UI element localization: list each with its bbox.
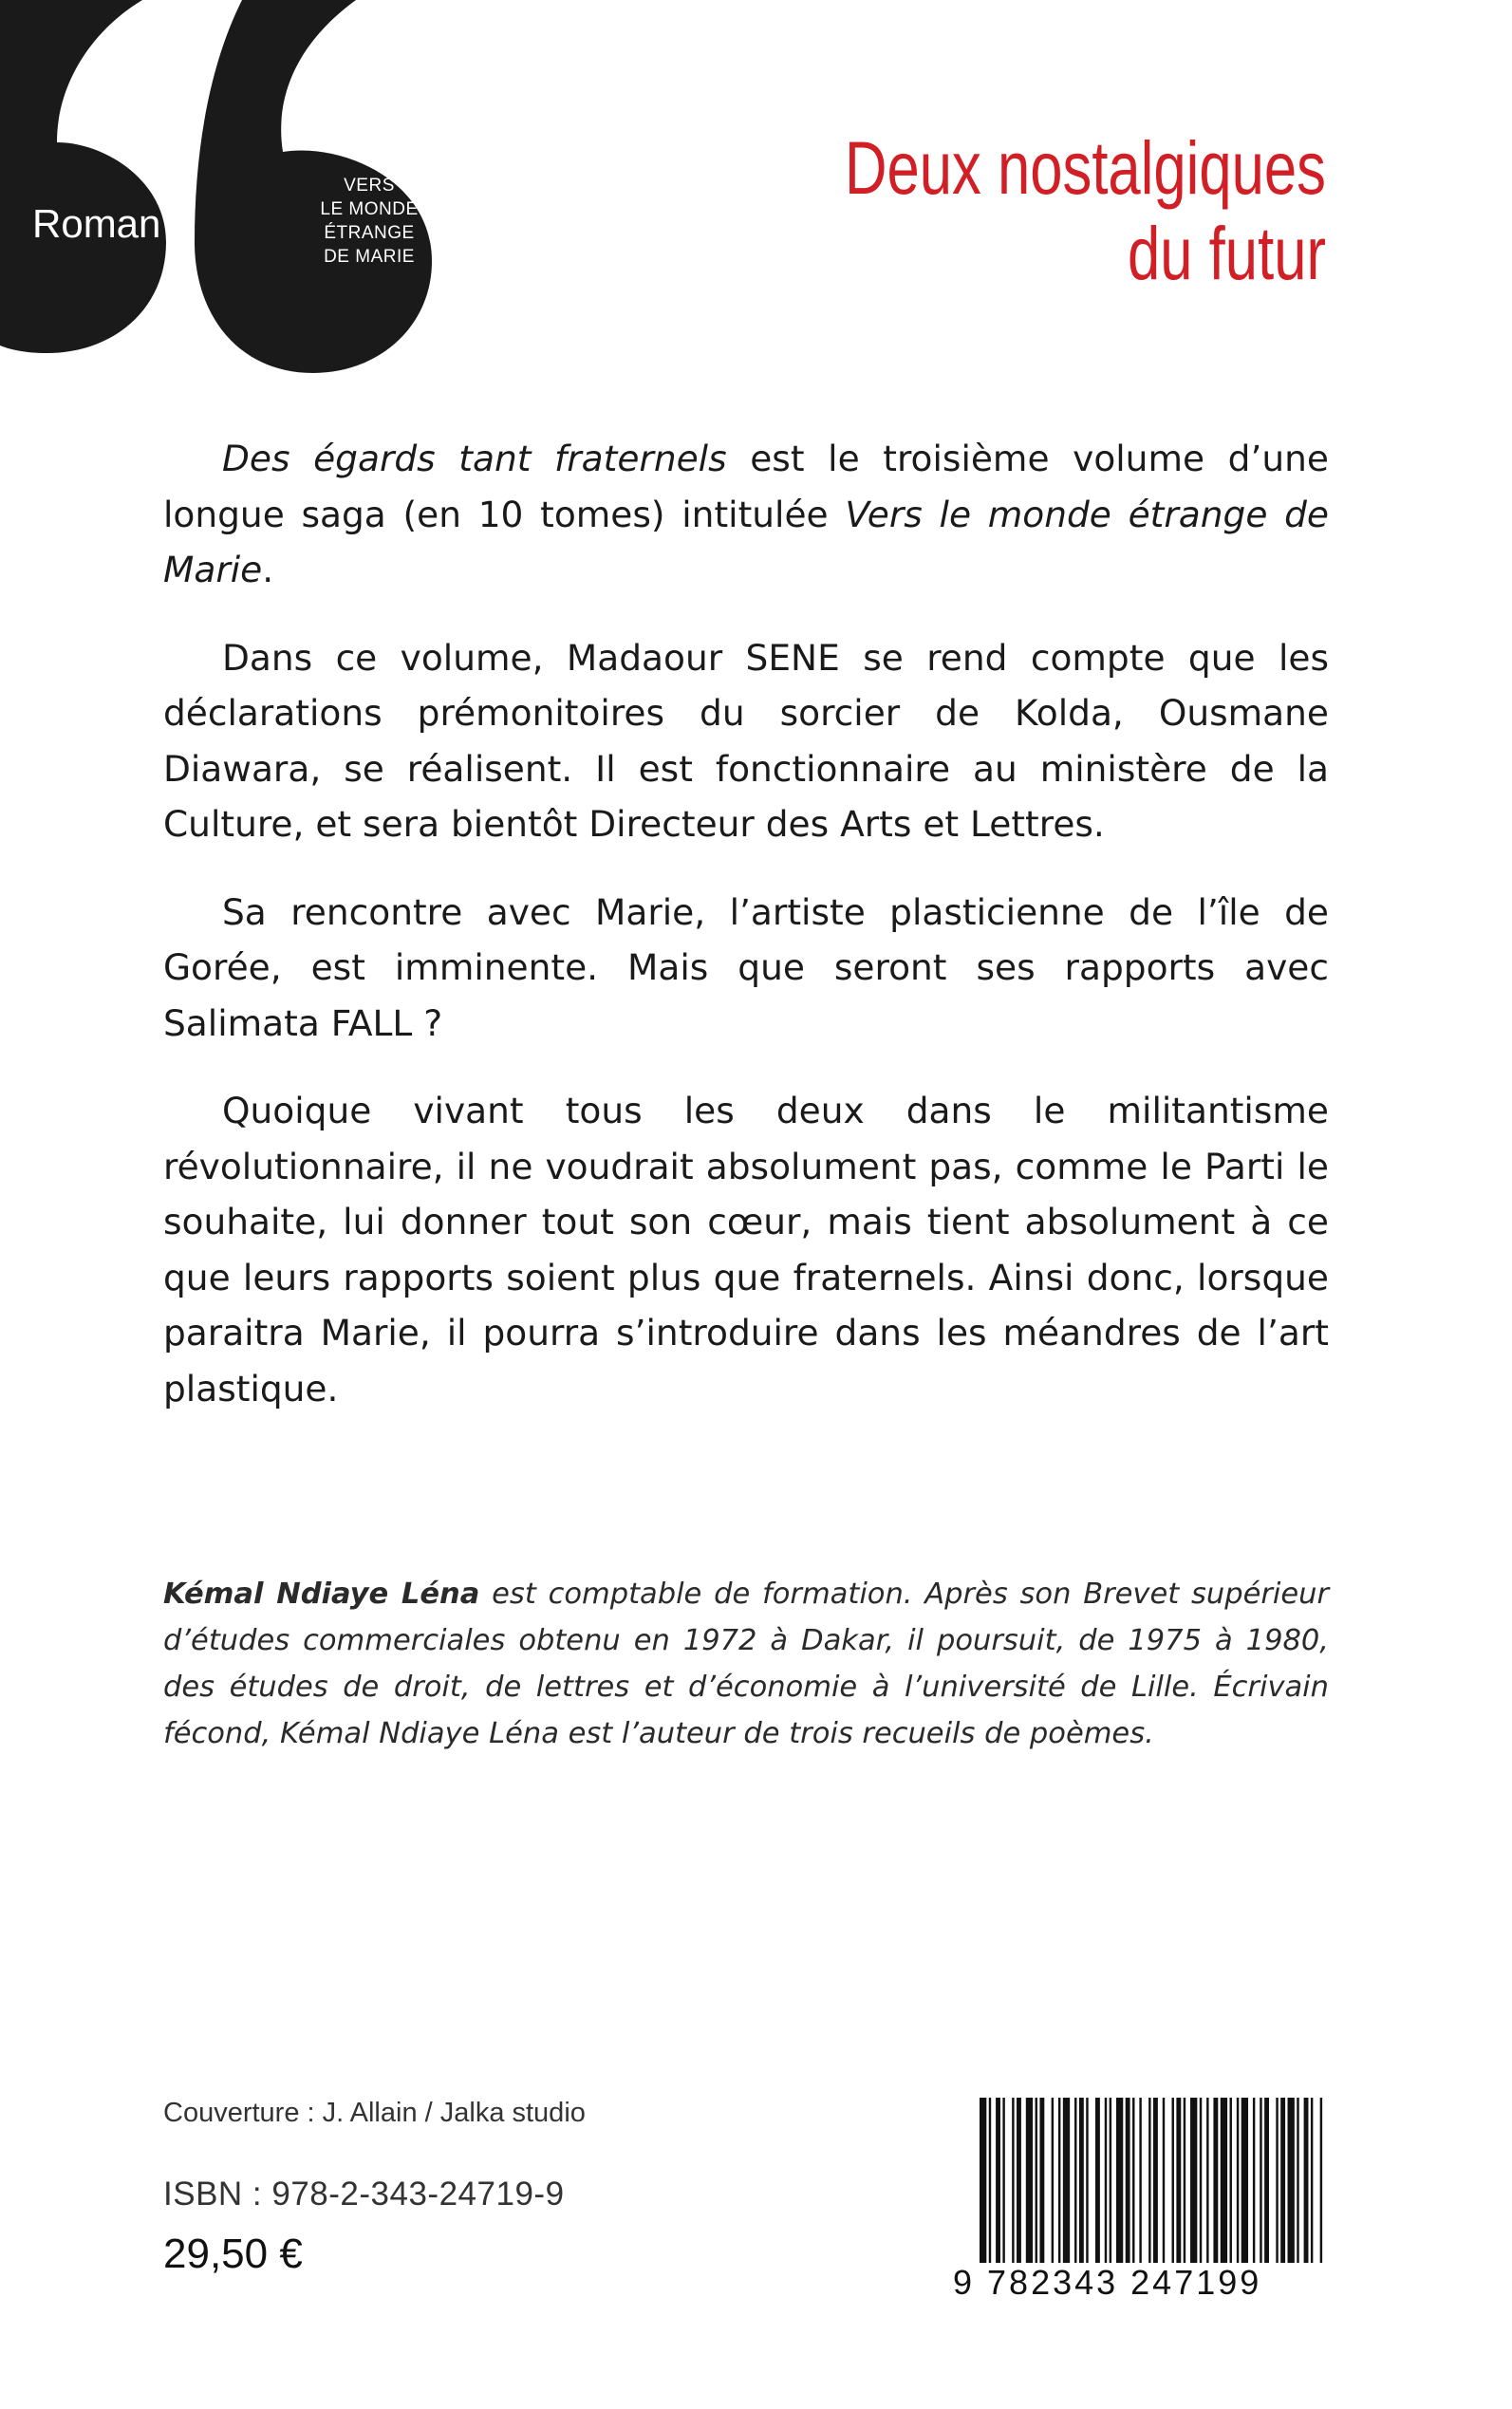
barcode-bar (1074, 2098, 1076, 2263)
barcode-bar (1126, 2098, 1130, 2263)
barcode-bar (1163, 2098, 1165, 2263)
barcode-bar (1264, 2098, 1269, 2263)
series-name (317, 174, 421, 269)
barcode-bar (1026, 2098, 1033, 2263)
barcode-bar (1017, 2098, 1021, 2263)
barcode-bar (1110, 2098, 1111, 2263)
isbn: ISBN : 978-2-343-24719-9 (163, 2176, 565, 2213)
barcode-bar (1086, 2098, 1088, 2263)
barcode-bar (1039, 2098, 1044, 2263)
barcode-bar (1288, 2098, 1295, 2263)
barcode-bar (1260, 2098, 1261, 2263)
cover-credit: Couverture : J. Allain / Jalka studio (163, 2098, 586, 2128)
barcode-bar (1148, 2098, 1150, 2263)
barcode-bar (1221, 2098, 1227, 2263)
price: 29,50 € (163, 2231, 303, 2277)
barcode-bar (1153, 2098, 1158, 2263)
barcode-bar (1230, 2098, 1232, 2263)
barcode-bar (1105, 2098, 1107, 2263)
barcode-bar (1079, 2098, 1084, 2263)
barcode-digits: 9 782343 247199 (953, 2263, 1262, 2302)
genre-label: Roman (32, 201, 161, 246)
barcode-bar (1297, 2098, 1298, 2263)
barcode-bar (1200, 2098, 1202, 2263)
barcode-bar (989, 2098, 991, 2263)
barcode-bar (1253, 2098, 1255, 2263)
barcode-bar (1304, 2098, 1309, 2263)
series-line: DE MARIE (324, 247, 415, 267)
author-bio (163, 1571, 1329, 1757)
book-title-line: Deux nostalgiques (845, 125, 1326, 210)
author-name: Kémal Ndiaye Léna (163, 1578, 480, 1611)
blurb-paragraph: Dans ce volume, Madaour SENE se rend compte que les déclarations prémonitoires du sorcier de Kolda, Ousmane Diawara, se réalisent. Il est fonctionnaire au ministère de la Culture, et sera bientôt Directeur des Arts et Lettres. (163, 636, 1329, 845)
series-line: ÉTRANGE (324, 223, 415, 243)
barcode-bar (1116, 2098, 1123, 2263)
barcode-bar (1063, 2098, 1070, 2263)
barcode-bar (1176, 2098, 1181, 2263)
blurb-paragraph (163, 431, 1329, 598)
series-line: VERS (344, 176, 395, 196)
barcode-bar (1036, 2098, 1037, 2263)
left-quote-mark (0, 0, 166, 353)
barcode-bar (1095, 2098, 1100, 2263)
book-title (845, 125, 1326, 296)
barcode-bar (1058, 2098, 1060, 2263)
barcode-bar (1241, 2098, 1248, 2263)
barcode-bar (1237, 2098, 1239, 2263)
barcode-bar (1132, 2098, 1134, 2263)
barcode-bar (1139, 2098, 1141, 2263)
barcode-bar (1320, 2098, 1322, 2263)
blurb-paragraph: Sa rencontre avec Marie, l’artiste plasticienne de l’île de Gorée, est imminente. Mais que seront ses rapports avec Salimata FALL ? (163, 890, 1329, 1044)
barcode-bar (1311, 2098, 1313, 2263)
blurb-text: . (262, 549, 274, 590)
barcode-bar (1276, 2098, 1278, 2263)
barcode-bar (1052, 2098, 1054, 2263)
barcode-bar (1184, 2098, 1185, 2263)
barcode-bar (980, 2098, 986, 2263)
series-line: LE MONDE (320, 199, 419, 219)
barcode-bar (1002, 2098, 1004, 2263)
barcode-bar (996, 2098, 1000, 2263)
barcode-bar (1206, 2098, 1208, 2263)
blurb-book-title: Des égards tant fraternels (222, 438, 727, 479)
barcode-bar (1172, 2098, 1174, 2263)
blurb (163, 431, 1329, 1448)
blurb-paragraph: Quoique vivant tous les deux dans le militantisme révolutionnaire, il ne voudrait absolument pas, comme le Parti le souhaite, lui donner tout son cœur, mais tient absolument à ce que leurs rapports soient plus que fraternels. Ainsi donc, lorsque paraitra Marie, il pourra s’introduire dans les méandres de l’art plastique. (163, 1090, 1329, 1410)
barcode-bar (1280, 2098, 1285, 2263)
barcode-bar (1012, 2098, 1014, 2263)
barcode-bar (1213, 2098, 1218, 2263)
author-bio-text: est comptable de formation. Après son Brevet supérieur d’études commerciales obtenu en 1972 à Dakar, il poursuit, de 1975 à 1980, des études de droit, de lettres et d’économie à l’université de Lille. Écrivain fécond, Kémal Ndiaye Léna est l’auteur de trois recueils de poèmes. (163, 1578, 1329, 1750)
barcode-icon (980, 2098, 1327, 2263)
barcode-bar (1190, 2098, 1197, 2263)
blurb-text: est le troisième volume d’une longue saga (en 10 tomes) intitulée (163, 438, 1329, 535)
book-title-line: du futur (1128, 211, 1326, 295)
blurb-saga-title: Vers le monde étrange de Marie (163, 493, 1329, 590)
